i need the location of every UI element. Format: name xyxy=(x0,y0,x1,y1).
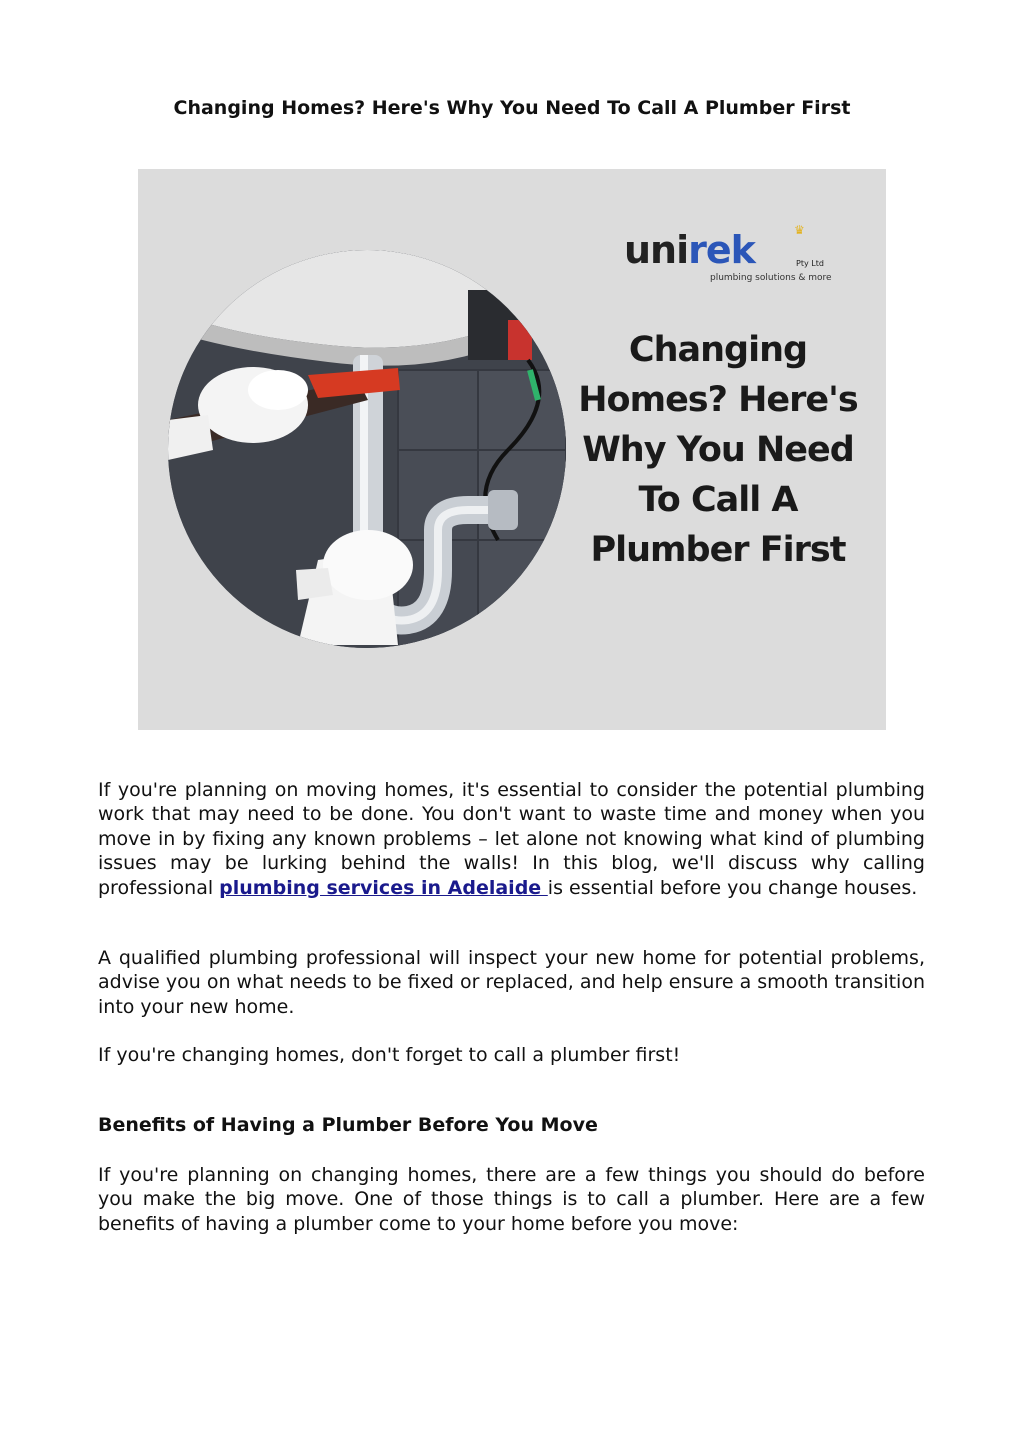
inspection-paragraph: A qualified plumbing professional will inspect your new home for potential problems, advise you on what needs to be fixed or replaced, and help ensure a smooth transition into your new home. xyxy=(98,947,925,1018)
company-logo xyxy=(624,219,832,289)
plumbing-services-link[interactable]: plumbing services in Adelaide xyxy=(219,876,548,899)
hero-headline-line: Plumber First xyxy=(590,530,846,570)
plumber-photo xyxy=(168,250,566,648)
hero-banner xyxy=(138,169,886,730)
page-title: Changing Homes? Here's Why You Need To Call A Plumber First xyxy=(173,97,851,119)
benefits-paragraph: If you're planning on changing homes, there are a few things you should do before you make the big move. One of those things is to call a plumber. Here are a few benefits of having a plumber come to your home before you move: xyxy=(98,1164,925,1235)
logo-tagline: plumbing solutions & more xyxy=(710,273,832,283)
intro-paragraph xyxy=(98,778,925,900)
intro-text-after-link: is essential before you change houses. xyxy=(547,876,918,899)
logo-uni-text: uni xyxy=(624,228,689,272)
logo-pty: Pty Ltd xyxy=(796,259,824,268)
hero-headline-line: Why You Need xyxy=(582,430,854,470)
hero-headline xyxy=(568,325,868,575)
crown-icon: ♛ xyxy=(794,223,805,237)
intro-text-before-link: If you're planning on moving homes, it's essential to consider the potential plumbing work that may need to be done. You don't want to waste time and money when you move in by fixing any known problems – let alone not knowing what kind of plumbing issues may be lurking behind the walls! In this blog, we'll discuss why calling professional xyxy=(98,779,925,899)
hero-headline-line: Changing xyxy=(628,330,808,370)
plumber-photo-illustration xyxy=(168,250,566,648)
hero-headline-line: Homes? Here's xyxy=(578,380,858,420)
benefits-heading: Benefits of Having a Plumber Before You Move xyxy=(98,1114,598,1136)
hero-headline-line: To Call A xyxy=(638,480,798,520)
reminder-paragraph: If you're changing homes, don't forget to call a plumber first! xyxy=(98,1044,681,1066)
logo-rek-text: rek xyxy=(688,228,755,272)
logo-wordmark xyxy=(624,228,755,272)
